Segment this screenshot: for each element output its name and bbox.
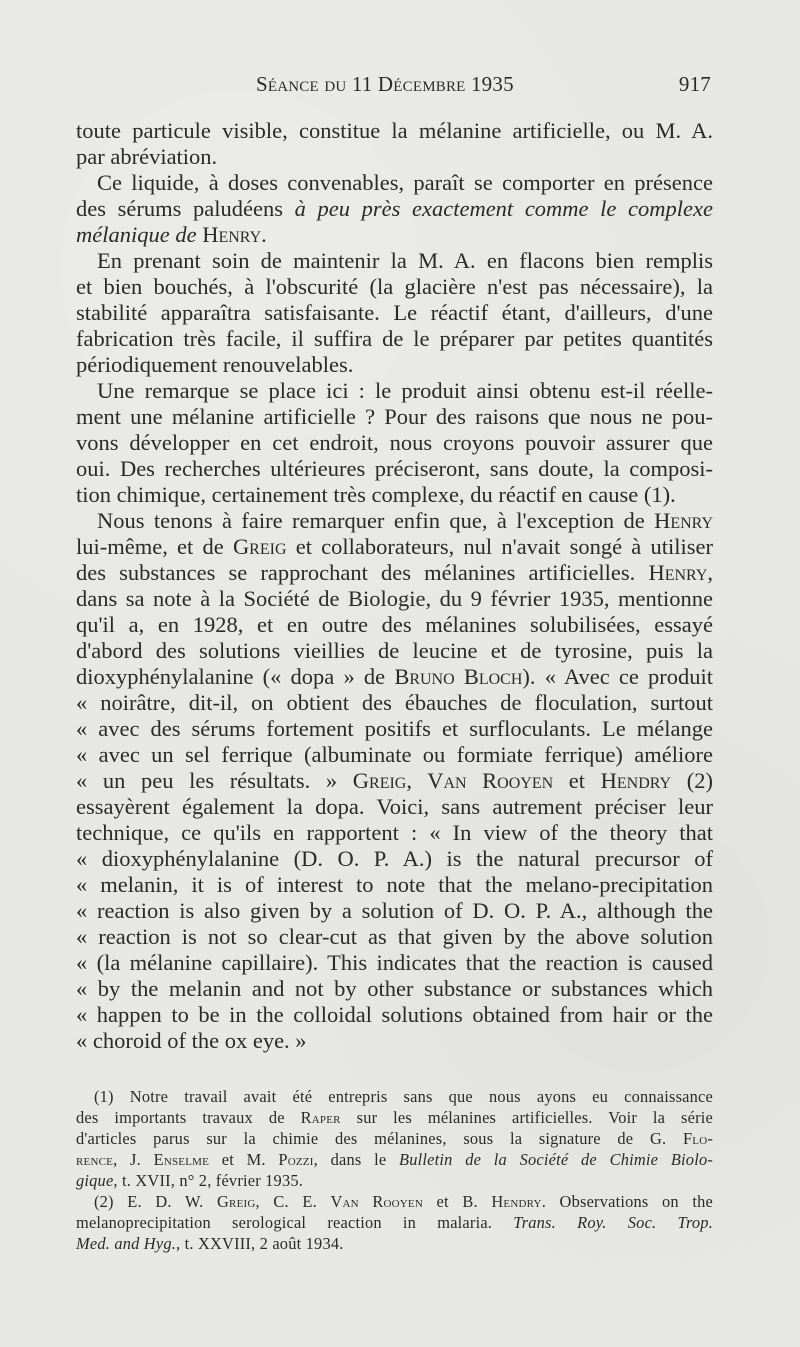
body-line-25: « avec un sel ferrique (albuminate ou formiate ferrique) améliore [76,742,713,767]
footnote-line-8: Med. and Hyg., t. XXVIII, 2 août 1934. [76,1234,344,1253]
body-line-16: Nous tenons à faire remarquer enfin que, à l'exception de Henry [97,508,713,533]
body-line-24: « avec des sérums fortement positifs et surfloculants. Le mélange [76,716,713,741]
footnote-line-6: (2) E. D. W. Greig, C. E. Van Rooyen et B. Hendry. Observations on the [94,1192,713,1211]
running-header [76,72,711,100]
running-title: Séance du 11 Décembre 1935 [256,72,514,96]
body-line-21: d'abord des solutions vieillies de leucine et de tyrosine, puis la [76,638,713,663]
body-line-26: « un peu les résultats. » Greig, Van Rooyen et Hendry (2) [76,768,713,793]
body-line-31: « reaction is also given by a solution of D. O. P. A., although the [76,898,713,923]
body-line-12: ment une mélanine artificielle ? Pour des raisons que nous ne pou- [76,404,713,429]
body-line-35: « happen to be in the colloidal solutions obtained from hair or the [76,1002,713,1027]
footnote-line-4: rence, J. Enselme et M. Pozzi, dans le Bulletin de la Société de Chimie Biolo- [76,1150,714,1169]
body-line-1: toute particule visible, constitue la mélanine artificielle, ou M. A. [76,118,713,143]
footnote-line-2: des importants travaux de Raper sur les mélanines artificielles. Voir la série [76,1108,714,1127]
footnote-line-7: melanoprecipitation serological reaction in malaria. Trans. Roy. Soc. Trop. [76,1213,713,1232]
body-line-18: des substances se rapprochant des mélanines artificielles. Henry, [76,560,713,585]
body-line-32: « reaction is not so clear-cut as that given by the above solution [76,924,713,949]
body-line-27: essayèrent également la dopa. Voici, sans autrement préciser leur [76,794,713,819]
body-line-13: vons développer en cet endroit, nous croyons pouvoir assurer que [76,430,713,455]
footnote-line-5: gique, t. XVII, n° 2, février 1935. [76,1171,304,1190]
body-line-36: « choroid of the ox eye. » [76,1028,307,1053]
body-line-11: Une remarque se place ici : le produit ainsi obtenu est-il réelle- [97,378,713,403]
body-line-7: et bien bouchés, à l'obscurité (la glacière n'est pas nécessaire), la [76,274,713,299]
footnote-line-1: (1) Notre travail avait été entrepris sans que nous ayons eu connaissance [94,1087,713,1106]
body-line-14: oui. Des recherches ultérieures préciseront, sans doute, la composi- [76,456,713,481]
body-line-10: périodiquement renouvelables. [76,352,354,377]
body-line-28: technique, ce qu'ils en rapportent : « In view of the theory that [76,820,713,845]
page-number: 917 [678,72,711,96]
body-line-33: « (la mélanine capillaire). This indicates that the reaction is caused [76,950,713,975]
body-line-5: mélanique de Henry. [76,222,267,247]
body-line-2: par abréviation. [76,144,218,169]
body-line-23: « noirâtre, dit-il, on obtient des ébauches de floculation, surtout [76,690,713,715]
body-line-3: Ce liquide, à doses convenables, paraît se comporter en présence [97,170,713,195]
footnote-line-3: d'articles parus sur la chimie des mélanines, sous la signature de G. Flo- [76,1129,713,1148]
body-line-29: « dioxyphénylalanine (D. O. P. A.) is the natural precursor of [76,846,713,871]
body-line-17: lui-même, et de Greig et collaborateurs, nul n'avait songé à utiliser [76,534,713,559]
body-line-19: dans sa note à la Société de Biologie, du 9 février 1935, mentionne [76,586,713,611]
body-line-4: des sérums paludéens à peu près exactement comme le complexe [76,196,713,221]
body-line-8: stabilité apparaîtra satisfaisante. Le réactif étant, d'ailleurs, d'une [76,300,713,325]
body-line-15: tion chimique, certainement très complexe, du réactif en cause (1). [76,482,676,507]
body-line-6: En prenant soin de maintenir la M. A. en flacons bien remplis [97,248,713,273]
body-line-30: « melanin, it is of interest to note that the melano-precipitation [76,872,713,897]
body-line-9: fabrication très facile, il suffira de le préparer par petites quantités [76,326,713,351]
body-line-34: « by the melanin and not by other substance or substances which [76,976,713,1001]
body-line-20: qu'il a, en 1928, et en outre des mélanines solubilisées, essayé [76,612,713,637]
body-line-22: dioxyphénylalanine (« dopa » de Bruno Bloch). « Avec ce produit [76,664,714,689]
